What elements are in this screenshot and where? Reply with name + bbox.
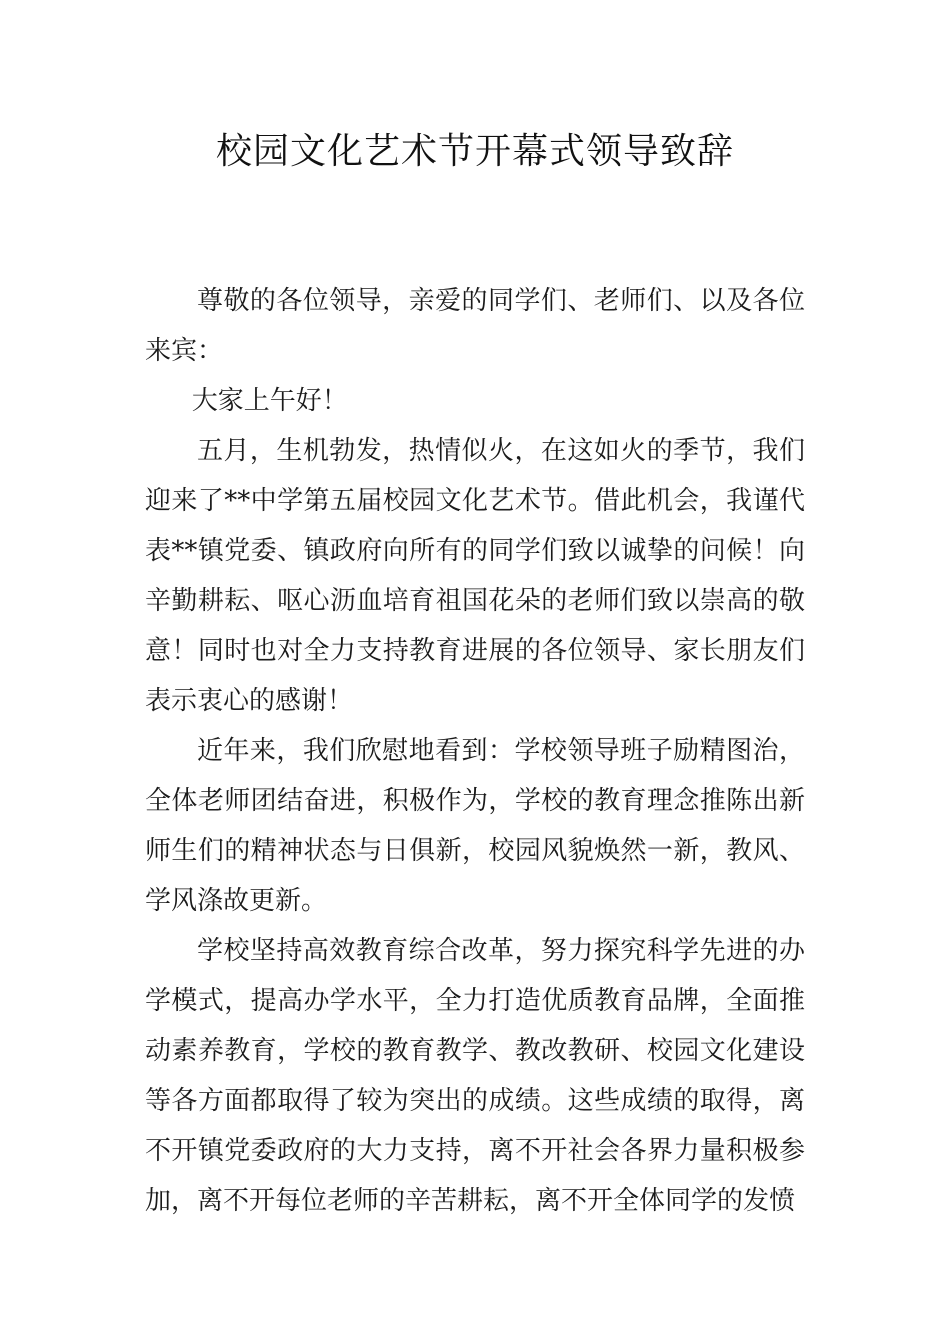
- paragraph-salutation: 尊敬的各位领导，亲爱的同学们、老师们、以及各位来宾：: [145, 286, 805, 366]
- paragraph-opening: 五月，生机勃发，热情似火，在这如火的季节，我们迎来了**中学第五届校园文化艺术节。借此机会，我谨代表**镇党委、镇政府向所有的同学们致以诚挚的问候！向辛勤耕耘、呕心沥血培育祖国花朵的老师们致以崇高的敬意！同时也对全力支持教育进展的各位领导、家长朋友们表示衷心的感谢！: [145, 436, 805, 716]
- paragraph-achievements: 近年来，我们欣慰地看到：学校领导班子励精图治，全体老师团结奋进，积极作为，学校的教育理念推陈出新师生们的精神状态与日俱新，校园风貌焕然一新，教风、学风涤故更新。: [145, 736, 805, 916]
- document-body: [145, 276, 805, 1226]
- document-title: 校园文化艺术节开幕式领导致辞: [215, 131, 734, 172]
- paragraph-greeting: 大家上午好！: [191, 386, 348, 416]
- paragraph-reform: 学校坚持高效教育综合改革，努力探究科学先进的办学模式，提高办学水平，全力打造优质教育品牌，全面推动素养教育，学校的教育教学、教改教研、校园文化建设等各方面都取得了较为突出的成绩。这些成绩的取得，离不开镇党委政府的大力支持，离不开社会各界力量积极参加，离不开每位老师的辛苦耕耘，离不开全体同学的发愤: [145, 936, 805, 1216]
